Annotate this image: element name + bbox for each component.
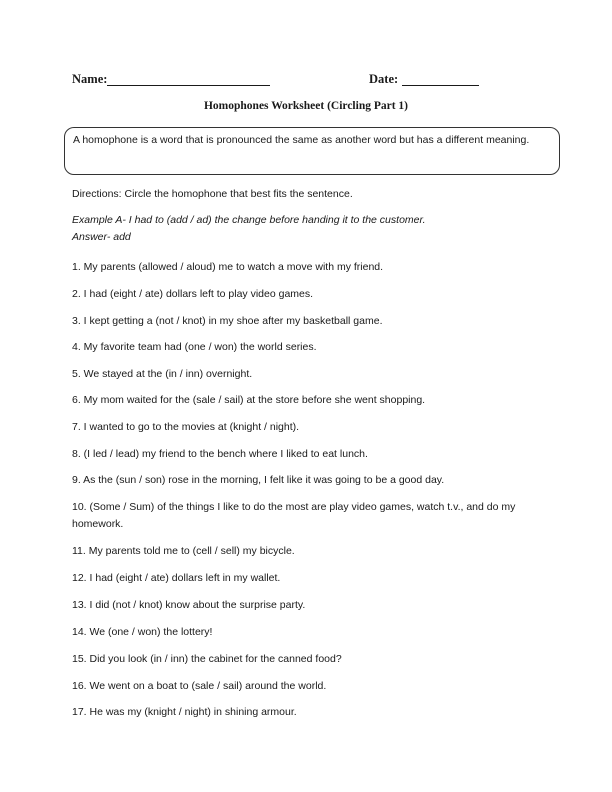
example-answer: Answer- add bbox=[72, 231, 131, 243]
question-item[interactable]: 1. My parents (allowed / aloud) me to watch a move with my friend. bbox=[72, 261, 384, 273]
header-row bbox=[0, 72, 612, 92]
date-blank-line[interactable] bbox=[402, 85, 479, 86]
question-item[interactable]: 11. My parents told me to (cell / sell) my bicycle. bbox=[72, 545, 295, 557]
question-item[interactable]: 17. He was my (knight / night) in shining armour. bbox=[72, 706, 297, 718]
worksheet-title: Homophones Worksheet (Circling Part 1) bbox=[203, 100, 408, 112]
name-blank-line[interactable] bbox=[107, 85, 270, 86]
question-item[interactable]: 6. My mom waited for the (sale / sail) at the store before she went shopping. bbox=[72, 394, 426, 406]
question-item[interactable]: 7. I wanted to go to the movies at (knight / night). bbox=[72, 421, 300, 433]
definition-box: A homophone is a word that is pronounced the same as another word but has a different meaning. bbox=[64, 127, 560, 175]
directions: Directions: Circle the homophone that best fits the sentence. bbox=[72, 188, 353, 200]
question-item[interactable]: 13. I did (not / knot) know about the surprise party. bbox=[72, 599, 306, 611]
question-item[interactable]: 15. Did you look (in / inn) the cabinet for the canned food? bbox=[72, 653, 342, 665]
question-item[interactable]: 3. I kept getting a (not / knot) in my shoe after my basketball game. bbox=[72, 315, 383, 327]
date-label: Date: bbox=[369, 72, 399, 86]
question-item[interactable]: 8. (I led / lead) my friend to the bench where I liked to eat lunch. bbox=[72, 448, 368, 460]
question-item[interactable]: 5. We stayed at the (in / inn) overnight. bbox=[72, 368, 253, 380]
name-label: Name: bbox=[72, 72, 108, 86]
question-item[interactable]: 10. (Some / Sum) of the things I like to do the most are play video games, watch t.v., and do my homework. bbox=[72, 501, 516, 530]
example-sentence: Example A- I had to (add / ad) the change before handing it to the customer. bbox=[72, 214, 426, 226]
question-item[interactable]: 16. We went on a boat to (sale / sail) around the world. bbox=[72, 680, 327, 692]
question-item[interactable]: 12. I had (eight / ate) dollars left in my wallet. bbox=[72, 572, 281, 584]
question-item[interactable]: 4. My favorite team had (one / won) the world series. bbox=[72, 341, 317, 353]
question-item[interactable]: 14. We (one / won) the lottery! bbox=[72, 626, 213, 638]
question-item[interactable]: 9. As the (sun / son) rose in the morning, I felt like it was going to be a good day. bbox=[72, 474, 445, 486]
example-block bbox=[72, 212, 544, 246]
question-item[interactable]: 2. I had (eight / ate) dollars left to play video games. bbox=[72, 288, 314, 300]
